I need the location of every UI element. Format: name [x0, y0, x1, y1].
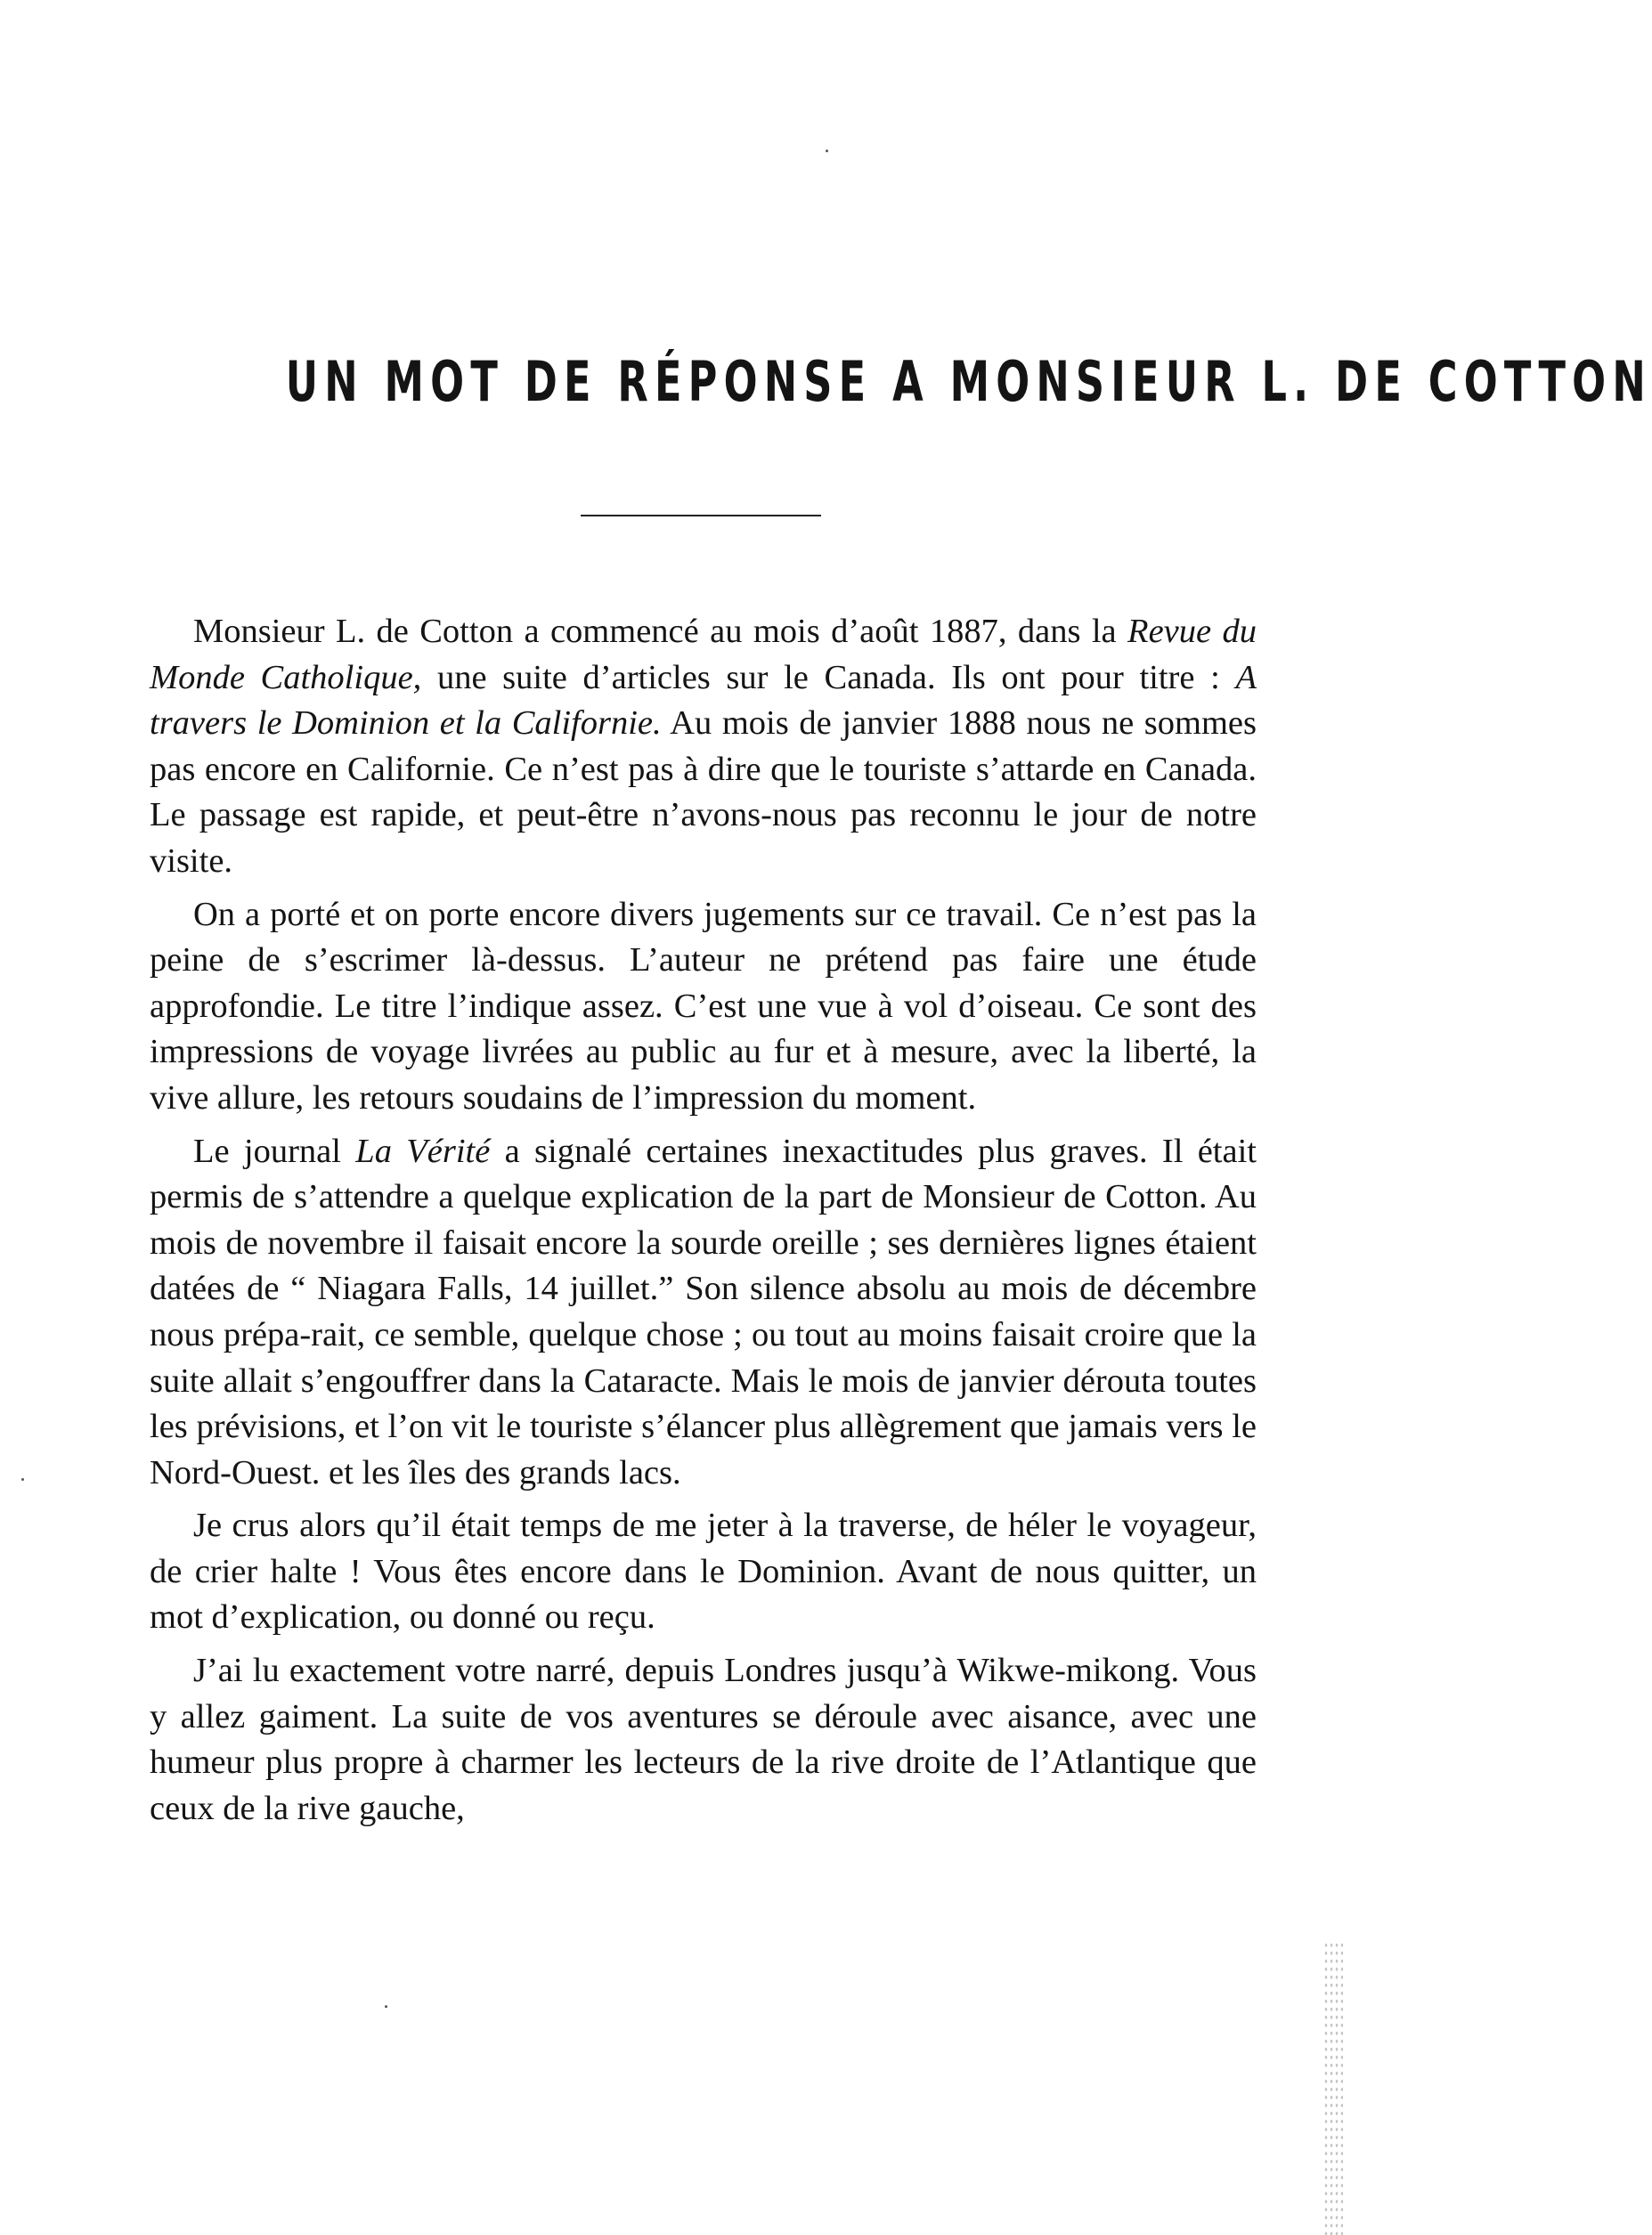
scan-edge-noise: [1323, 1941, 1343, 2235]
scan-speck: [826, 150, 828, 152]
scan-speck: [385, 2005, 387, 2008]
italic-journal-title: Revue du Monde Catholique,: [150, 613, 1257, 696]
body-text: [150, 609, 1257, 1832]
page-title: UN MOT DE RÉPONSE A MONSIEUR L. DE COTTON: [285, 349, 1652, 414]
paragraph-text: Au mois de janvier 1888 nous ne sommes pas encore en Californie. Ce n’est pas à dire que le touriste s’attarde en Canada. Le passage est rapide, et peut-être n’avons-nous pas reconnu le jour de notre visite.: [150, 704, 1257, 880]
italic-article-title: A travers le Dominion et la Californie.: [150, 658, 1257, 743]
paragraph-5: [150, 1648, 1257, 1832]
paragraph-text: Le journal: [193, 1132, 356, 1170]
italic-newspaper-title: La Vérité: [355, 1132, 491, 1170]
paragraph-text: une suite d’articles sur le Canada. Ils ont pour titre :: [421, 658, 1236, 696]
paragraph-3: [150, 1129, 1257, 1497]
scan-speck: [21, 1478, 24, 1481]
title-divider: [581, 515, 821, 516]
paragraph-text: Monsieur L. de Cotton a commencé au mois d’août 1887, dans la: [193, 613, 1128, 650]
paragraph-text: a signalé certaines inexactitudes plus graves. Il était permis de s’attendre a quelque explication de la part de Monsieur de Cotton. Au mois de novembre il faisait encore la sourde oreille ; ses dernières lignes étaient datées de “ Niagara Falls, 14 juillet.” Son silence absolu au mois de décembre nous prépa-rait, ce semble, quelque chose ; ou tout au moins faisait croire que la suite allait s’engouffrer dans la Cataracte. Mais le mois de janvier dérouta toutes les prévisions, et l’on vit le touriste s’élancer plus allègrement que jamais vers le Nord-Ouest. et les îles des grands lacs.: [150, 1132, 1257, 1491]
paragraph-4: [150, 1503, 1257, 1641]
paragraph-1: [150, 609, 1257, 885]
paragraph-text: Je crus alors qu’il était temps de me jeter à la traverse, de héler le voyageur, de crier halte ! Vous êtes encore dans le Dominion. Avant de nous quitter, un mot d’explication, ou donné ou reçu.: [150, 1507, 1257, 1637]
paragraph-text: On a porté et on porte encore divers jugements sur ce travail. Ce n’est pas la peine de s’escrimer là-dessus. L’auteur ne prétend pas faire une étude approfondie. Le titre l’indique assez. C’est une vue à vol d’oiseau. Ce sont des impressions de voyage livrées au public au fur et à mesure, avec la liberté, la vive allure, les retours soudains de l’impression du moment.: [150, 895, 1257, 1117]
paragraph-2: [150, 892, 1257, 1122]
paragraph-text: J’ai lu exactement votre narré, depuis Londres jusqu’à Wikwe-mikong. Vous y allez gaiment. La suite de vos aventures se déroule avec aisance, avec une humeur plus propre à charmer les lecteurs de la rive droite de l’Atlantique que ceux de la rive gauche,: [150, 1652, 1257, 1827]
